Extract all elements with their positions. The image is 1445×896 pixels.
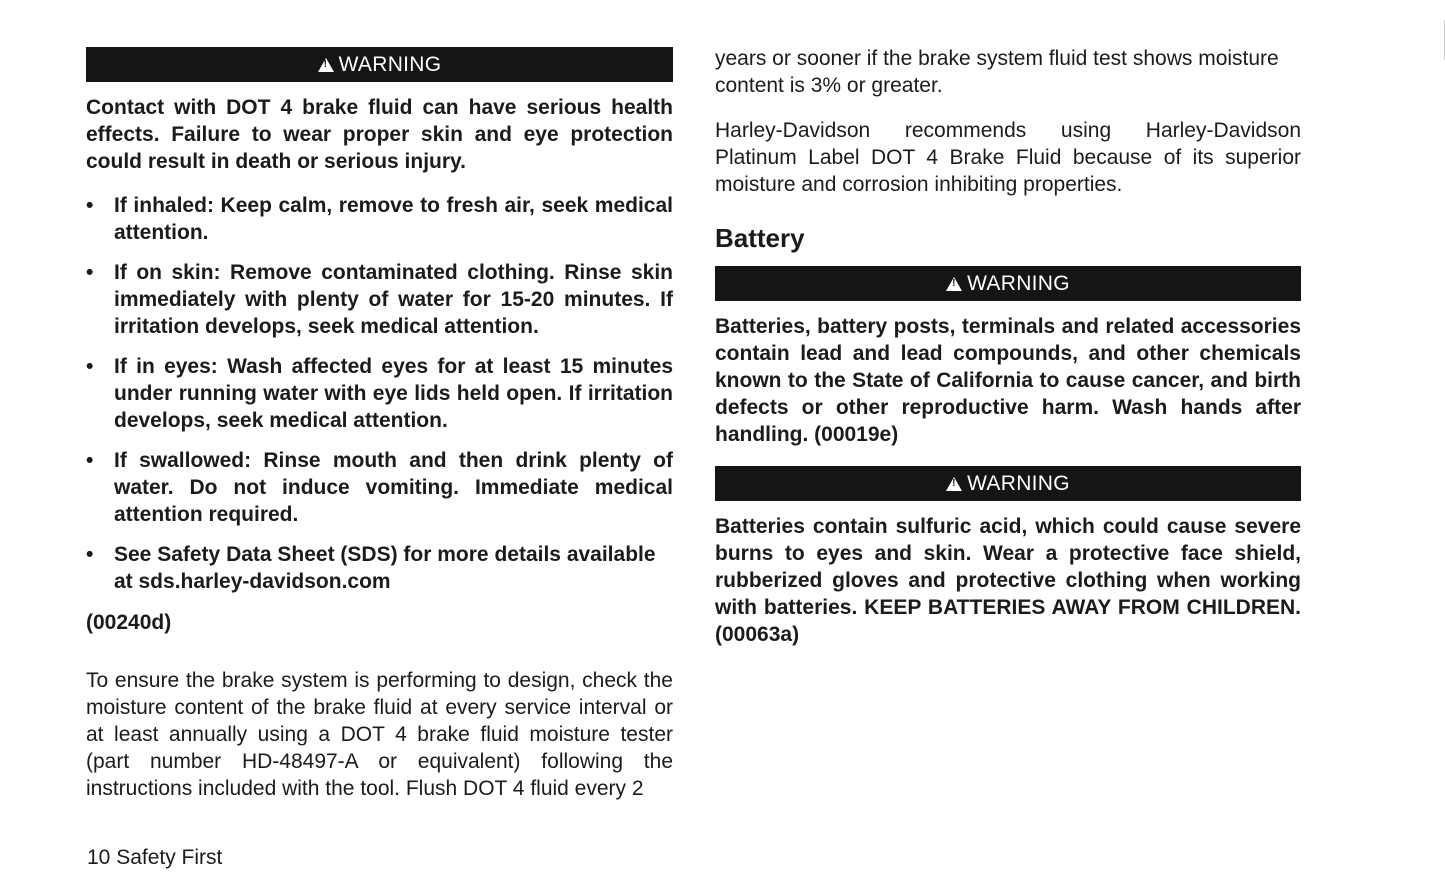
- page-footer: 10 Safety First: [87, 846, 223, 869]
- bullet-dot: •: [86, 261, 94, 284]
- list-item: [86, 447, 673, 528]
- warning-label: WARNING: [967, 272, 1070, 295]
- list-item-text: See Safety Data Sheet (SDS) for more details available at sds.harley-davidson.com: [114, 543, 656, 593]
- warning-banner: [86, 47, 673, 82]
- list-item-text: If swallowed: Rinse mouth and then drink plenty of water. Do not induce vomiting. Immediate medical attention required.: [114, 449, 673, 526]
- bullet-dot: •: [86, 543, 94, 566]
- warning-banner: [715, 466, 1301, 501]
- bullet-dot: •: [86, 194, 94, 217]
- warning-code: (00240d): [86, 611, 172, 634]
- section-heading: Battery: [715, 223, 805, 253]
- list-item-text: If in eyes: Wash affected eyes for at least 15 minutes under running water with eye lids held open. If irritation develops, seek medical attention.: [114, 355, 673, 432]
- warning-banner: [715, 266, 1301, 301]
- recommend-paragraph: Harley-Davidson recommends using Harley-Davidson Platinum Label DOT 4 Brake Fluid because of its superior moisture and corrosion inhibiting properties.: [715, 119, 1301, 196]
- list-item: [86, 353, 673, 434]
- bullet-dot: •: [86, 355, 94, 378]
- warning-triangle-icon: [318, 58, 334, 72]
- list-item: [86, 192, 673, 246]
- continuation-paragraph: years or sooner if the brake system fluid test shows moisture content is 3% or greater.: [715, 47, 1279, 97]
- warning-label: WARNING: [338, 53, 442, 76]
- list-item-text: If on skin: Remove contaminated clothing. Rinse skin immediately with plenty of water for 15-20 minutes. If irritation develops, seek medical attention.: [114, 261, 673, 338]
- list-item: [86, 541, 673, 595]
- battery-acid-warning-text: Batteries contain sulfuric acid, which could cause severe burns to eyes and skin. Wear a protective face shield, rubberized gloves and protective clothing when working with batteries. KEEP BATTERIES AWAY FROM CHILDREN. (00063a): [715, 515, 1301, 646]
- list-item-text: If inhaled: Keep calm, remove to fresh air, seek medical attention.: [114, 194, 673, 244]
- warning-triangle-icon: [946, 477, 962, 491]
- battery-lead-warning-text: Batteries, battery posts, terminals and related accessories contain lead and lead compounds, and other chemicals known to the State of California to cause cancer, and birth defects or other reproductive harm. Wash hands after handling. (00019e): [715, 315, 1301, 446]
- warning-label: WARNING: [967, 472, 1070, 495]
- bullet-dot: •: [86, 449, 94, 472]
- list-item: [86, 259, 673, 340]
- warning-triangle-icon: [946, 277, 962, 291]
- warning-intro-text: Contact with DOT 4 brake fluid can have serious health effects. Failure to wear proper skin and eye protection could result in death or serious injury.: [86, 96, 673, 173]
- brake-fluid-paragraph: To ensure the brake system is performing to design, check the moisture content of the brake fluid at every service interval or at least annually using a DOT 4 brake fluid moisture tester (part number HD-48497-A or equivalent) following the instructions included with the tool. Flush DOT 4 fluid every 2: [86, 669, 673, 800]
